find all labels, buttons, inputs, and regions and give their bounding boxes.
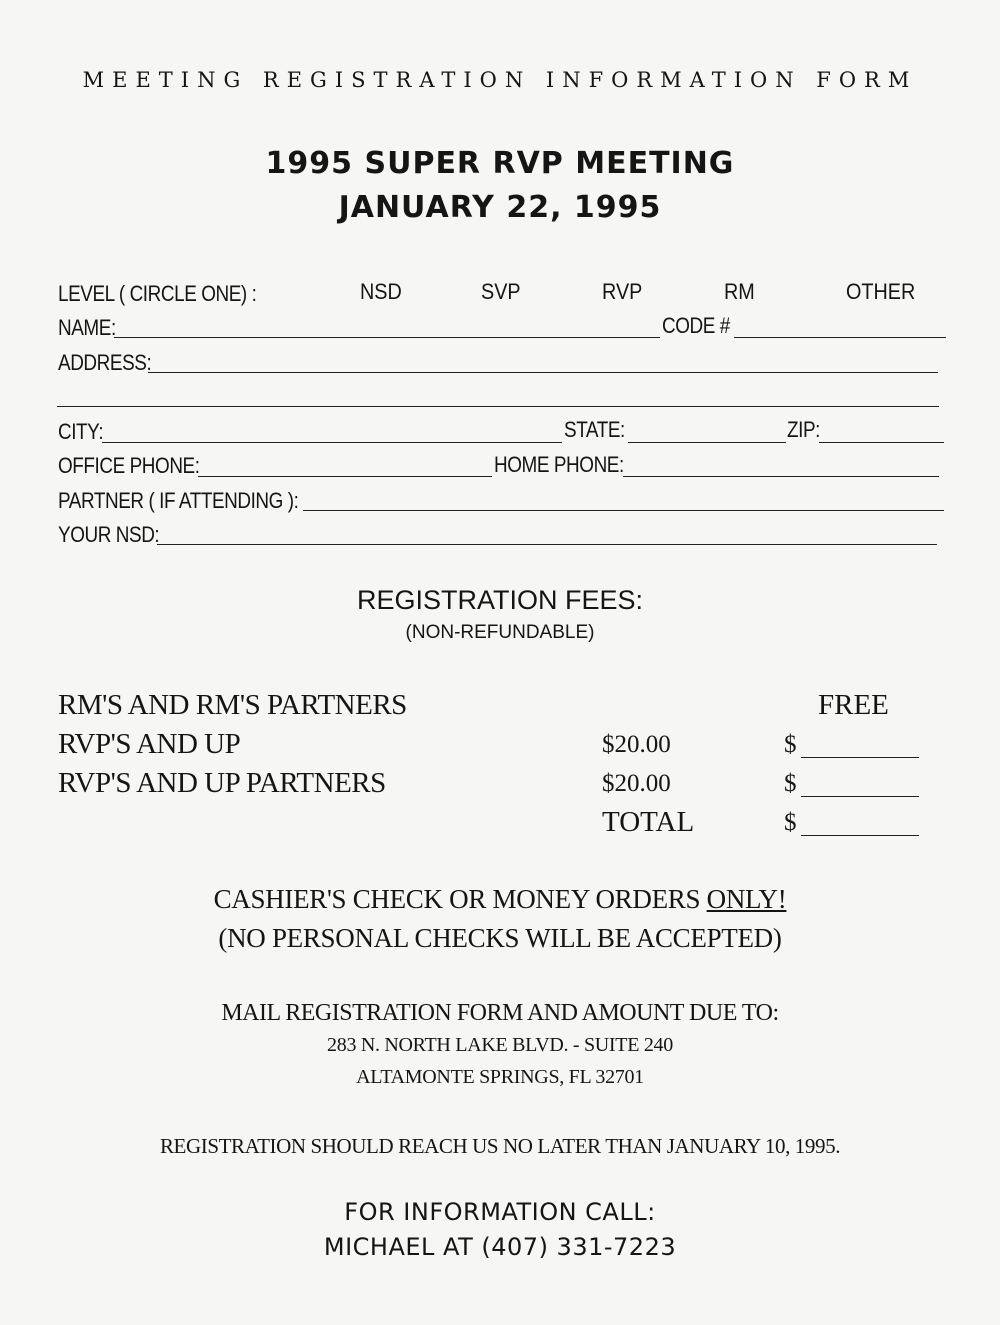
level-option-rm[interactable]: RM: [724, 279, 755, 304]
mail-heading: MAIL REGISTRATION FORM AND AMOUNT DUE TO:: [221, 1000, 779, 1026]
name-label: NAME:: [58, 315, 116, 340]
partner-label: PARTNER ( IF ATTENDING ):: [58, 488, 299, 513]
total-amount-field[interactable]: [801, 835, 919, 836]
state-field[interactable]: [628, 442, 786, 443]
city-field[interactable]: [102, 442, 562, 443]
level-option-svp[interactable]: SVP: [481, 279, 521, 304]
city-label: CITY:: [58, 419, 104, 444]
total-label: TOTAL: [602, 806, 695, 838]
nsd-field[interactable]: [157, 544, 937, 545]
partner-field[interactable]: [303, 510, 944, 511]
office-phone-field[interactable]: [198, 476, 492, 477]
level-option-nsd[interactable]: NSD: [360, 279, 402, 304]
fees-subtitle: (NON-REFUNDABLE): [405, 622, 595, 643]
zip-field[interactable]: [819, 442, 944, 443]
fee-row-price-rvp-partners: $20.00: [602, 770, 671, 797]
fees-title: REGISTRATION FEES:: [356, 585, 644, 615]
zip-label: ZIP:: [787, 417, 820, 442]
fee-row-price-rvp: $20.00: [602, 731, 671, 758]
event-date: JANUARY 22, 1995: [338, 190, 662, 225]
fee-row-amount-field-rvp[interactable]: [801, 757, 919, 758]
contact-line2: MICHAEL AT (407) 331-7223: [323, 1233, 677, 1261]
payment-line1-text: CASHIER'S CHECK OR MONEY ORDERS: [213, 884, 701, 914]
fee-row-amount-field-rvp-partners[interactable]: [801, 796, 919, 797]
payment-line1: [0, 884, 1000, 915]
deadline-text: REGISTRATION SHOULD REACH US NO LATER THAN JANUARY 10, 1995.: [159, 1134, 841, 1158]
nsd-label: YOUR NSD:: [58, 522, 160, 547]
fee-row-label-rm: RM'S AND RM'S PARTNERS: [58, 689, 407, 721]
payment-only-emphasis: ONLY!: [706, 884, 787, 914]
home-phone-label: HOME PHONE:: [494, 452, 624, 477]
address-field-line1[interactable]: [148, 372, 938, 373]
fee-row-label-rvp: RVP'S AND UP: [58, 728, 241, 760]
fee-row-amount-rm: FREE: [818, 689, 889, 721]
office-phone-label: OFFICE PHONE:: [58, 453, 200, 478]
fee-row-label-rvp-partners: RVP'S AND UP PARTNERS: [58, 767, 386, 799]
name-field[interactable]: [114, 337, 660, 338]
mail-address-line2: ALTAMONTE SPRINGS, FL 32701: [356, 1066, 644, 1088]
fee-row-amount-rvp-partners: $: [784, 770, 797, 797]
level-label: LEVEL ( CIRCLE ONE) :: [58, 281, 257, 306]
code-label: CODE #: [662, 313, 730, 338]
level-option-other[interactable]: OTHER: [846, 279, 916, 304]
contact-line1: FOR INFORMATION CALL:: [344, 1198, 656, 1226]
level-option-rvp[interactable]: RVP: [602, 279, 643, 304]
payment-line2: (NO PERSONAL CHECKS WILL BE ACCEPTED): [218, 923, 782, 953]
total-amount: $: [784, 809, 797, 836]
mail-address-line1: 283 N. NORTH LAKE BLVD. - SUITE 240: [327, 1034, 673, 1056]
state-label: STATE:: [564, 417, 625, 442]
address-label: ADDRESS:: [58, 350, 152, 375]
form-header: MEETING REGISTRATION INFORMATION FORM: [82, 68, 918, 92]
fee-row-amount-rvp: $: [784, 731, 797, 758]
home-phone-field[interactable]: [623, 476, 939, 477]
event-title: 1995 SUPER RVP MEETING: [265, 146, 735, 181]
address-field-line2[interactable]: [57, 406, 939, 407]
code-field[interactable]: [734, 337, 946, 338]
